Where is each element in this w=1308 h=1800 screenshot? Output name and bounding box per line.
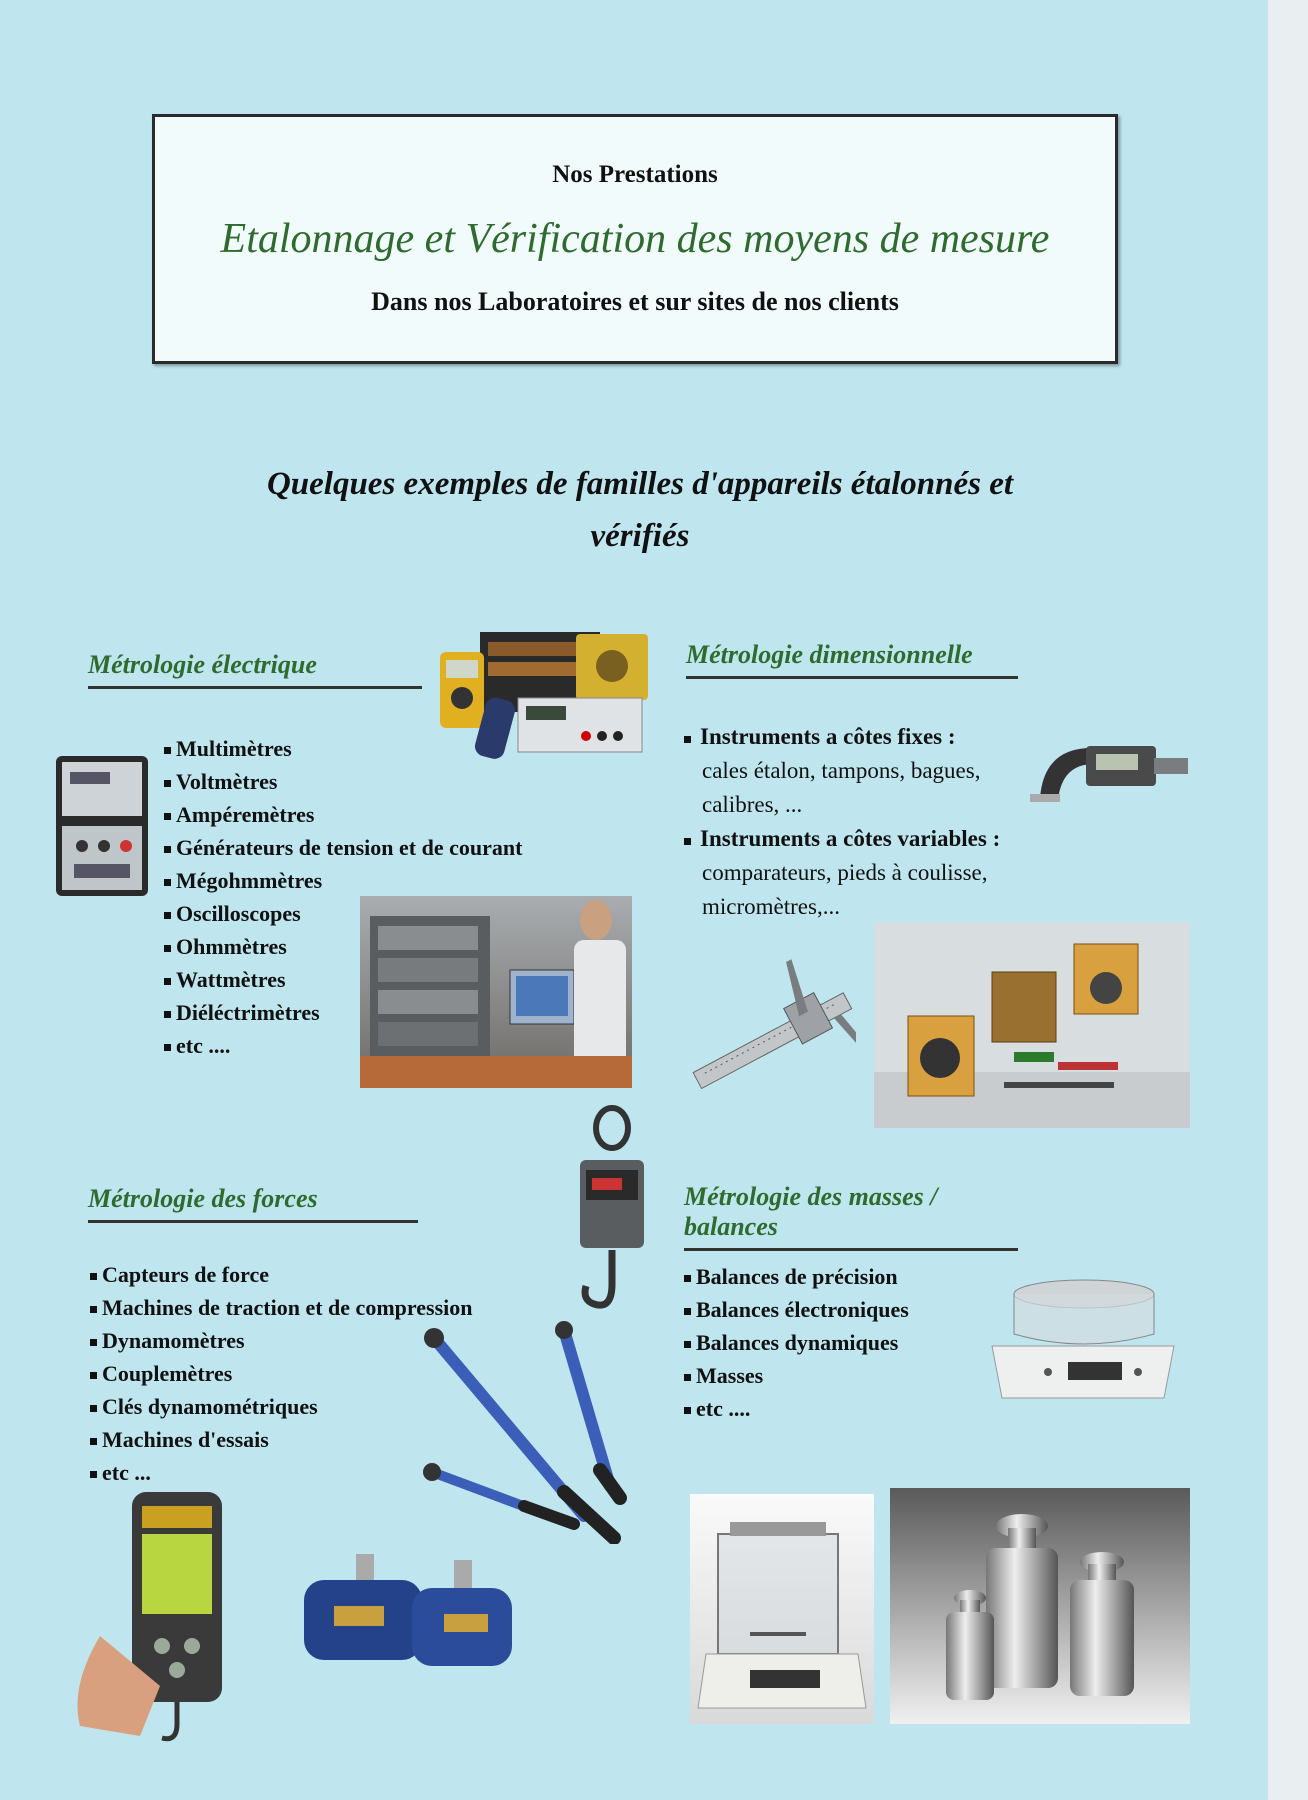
list-item: Machines de traction et de compression — [90, 1291, 473, 1324]
weights-photo-image — [890, 1488, 1190, 1724]
header-subtitle: Dans nos Laboratoires et sur sites de nos clients — [371, 287, 899, 316]
crane-scale-image — [572, 1104, 652, 1320]
precision-balance-image — [988, 1270, 1178, 1410]
page-edge — [1268, 0, 1308, 1800]
list-item: Couplemètres — [90, 1357, 473, 1390]
list-item: Générateurs de tension et de courant — [164, 831, 522, 864]
list-item: etc .... — [684, 1392, 909, 1425]
list-item: Ampéremètres — [164, 798, 522, 831]
lab-photo-image — [360, 896, 632, 1088]
list-item: Balances électroniques — [684, 1293, 909, 1326]
torque-wrenches-image — [414, 1320, 634, 1544]
list-item: Multimètres — [164, 732, 522, 765]
list-item: Oscilloscopes — [164, 897, 522, 930]
section-title-forces: Métrologie des forces — [88, 1184, 418, 1223]
list-item: Balances dynamiques — [684, 1326, 909, 1359]
electrical-instruments-image — [436, 628, 656, 770]
intro-line-1: Quelques exemples de familles d'appareils étalonnés et — [266, 466, 1014, 502]
list-dimensionnelle — [682, 720, 1042, 924]
header-box — [152, 114, 1118, 364]
list-item-variable: Instruments a côtes variables : — [682, 822, 1042, 856]
list-item: Wattmètres — [164, 963, 522, 996]
analytical-balance-photo-image — [690, 1494, 874, 1724]
caliper-image — [686, 958, 856, 1118]
list-detail: micromètres,... — [702, 894, 840, 919]
intro-line-2: vérifiés — [590, 518, 690, 554]
intro-heading — [200, 458, 1080, 562]
section-title-dimensionnelle: Métrologie dimensionnelle — [686, 640, 1018, 679]
list-item: Diéléctrimètres — [164, 996, 522, 1029]
portable-tester-image — [50, 746, 154, 906]
list-detail: calibres, ... — [702, 792, 803, 817]
header-label: Nos Prestations — [552, 161, 718, 188]
list-item: Capteurs de force — [90, 1258, 473, 1291]
list-masses — [684, 1260, 909, 1425]
list-item: Voltmètres — [164, 765, 522, 798]
header-title: Etalonnage et Vérification des moyens de mesure — [220, 216, 1050, 262]
list-item: Clés dynamométriques — [90, 1390, 473, 1423]
list-item: Masses — [684, 1359, 909, 1392]
list-item: etc .... — [164, 1029, 522, 1062]
list-item: Dynamomètres — [90, 1324, 473, 1357]
list-item-fixed: Instruments a côtes fixes : — [682, 720, 1042, 754]
section-title-masses: Métrologie des masses / balances — [684, 1182, 1018, 1251]
list-item: etc ... — [90, 1456, 473, 1489]
list-item: Machines d'essais — [90, 1423, 473, 1456]
list-detail: cales étalon, tampons, bagues, — [702, 758, 981, 783]
section-title-electrique: Métrologie électrique — [88, 650, 422, 689]
gauge-blocks-photo-image — [874, 922, 1190, 1128]
list-item: Balances de précision — [684, 1260, 909, 1293]
list-detail: comparateurs, pieds à coulisse, — [702, 860, 988, 885]
list-item: Ohmmètres — [164, 930, 522, 963]
list-item: Mégohmmètres — [164, 864, 522, 897]
load-cells-image — [294, 1550, 512, 1670]
handheld-dynamometer-image — [70, 1486, 248, 1748]
micrometer-image — [1030, 738, 1194, 814]
